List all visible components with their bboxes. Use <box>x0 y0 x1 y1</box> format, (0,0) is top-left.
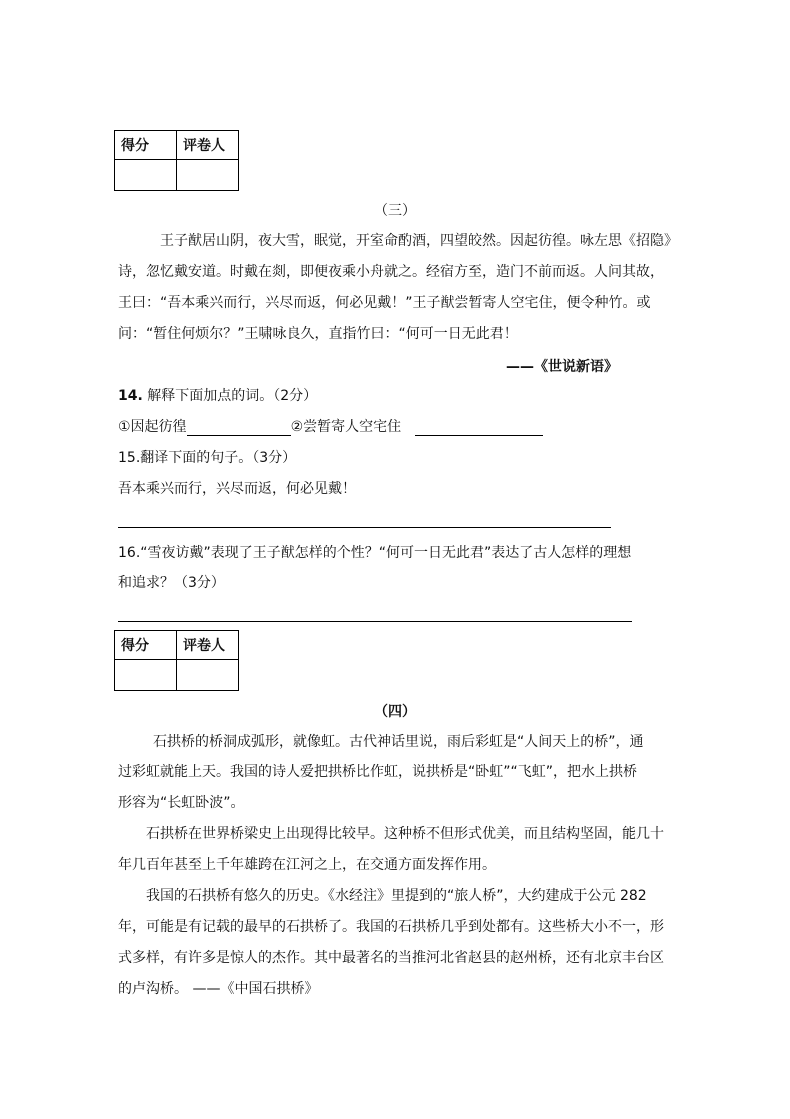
score-label: 得分 <box>115 631 177 660</box>
q14-item-2: ②尝暂寄人空宅住 <box>290 419 402 435</box>
passage-3-line-3: 王曰：“吾本乘兴而行，兴尽而返，何必见戴！”王子猷尝暂寄人空宅住，便令种竹。或 <box>118 295 651 311</box>
grader-input-cell[interactable] <box>177 660 239 691</box>
score-input-cell[interactable] <box>115 660 177 691</box>
passage-3-line-2: 诗，忽忆戴安道。时戴在剡，即便夜乘小舟就之。经宿方至，造门不前而返。人问其故， <box>118 264 664 280</box>
score-label: 得分 <box>115 131 177 160</box>
question-15-sentence: 吾本乘兴而行，兴尽而返，何必见戴！ <box>118 481 356 497</box>
score-table-2 <box>114 630 239 691</box>
score-input-cell[interactable] <box>115 160 177 191</box>
passage-4-line-7: 年，可能是有记载的最早的石拱桥了。我国的石拱桥几乎到处都有。这些桥大小不一，形 <box>118 919 664 935</box>
section-4-title: （四） <box>374 704 416 720</box>
q14-answer-2[interactable] <box>415 421 543 436</box>
q14-item-1: ①因起彷徨 <box>118 419 187 435</box>
score-table-1 <box>114 130 239 191</box>
passage-4-line-8: 式多样，有许多是惊人的杰作。其中最著名的当推河北省赵县的赵州桥，还有北京丰台区 <box>118 950 664 966</box>
passage-4-line-4: 石拱桥在世界桥梁史上出现得比较早。这种桥不但形式优美，而且结构坚固，能几十 <box>146 826 664 842</box>
q14-answer-1[interactable] <box>187 421 291 436</box>
q15-answer-line[interactable] <box>118 527 611 528</box>
grader-label: 评卷人 <box>177 631 239 660</box>
passage-4-line-5: 年几百年甚至上千年雄跨在江河之上，在交通方面发挥作用。 <box>118 857 496 873</box>
question-14-items <box>118 418 543 436</box>
question-14-text: 解释下面加点的词。（2分） <box>147 388 318 404</box>
question-14 <box>118 387 317 405</box>
question-14-number: 14. <box>118 388 143 404</box>
question-15: 15.翻译下面的句子。（3分） <box>118 450 297 466</box>
passage-3-line-1: 王子猷居山阴，夜大雪，眠觉，开室命酌酒，四望皎然。因起彷徨。咏左思《招隐》 <box>160 233 678 249</box>
passage-4-line-6: 我国的石拱桥有悠久的历史。《水经注》里提到的“旅人桥”，大约建成于公元 282 <box>146 888 647 904</box>
section-3-title: （三） <box>374 203 416 219</box>
passage-4-line-1: 石拱桥的桥洞成弧形，就像虹。古代神话里说，雨后彩虹是“人间天上的桥”，通 <box>153 734 644 750</box>
grader-label: 评卷人 <box>177 131 239 160</box>
passage-4-line-3: 形容为“长虹卧波”。 <box>118 795 245 811</box>
question-16-line-2: 和追求？（3分） <box>118 575 225 591</box>
source-citation-3: ——《世说新语》 <box>506 359 618 375</box>
grader-input-cell[interactable] <box>177 160 239 191</box>
q16-answer-line[interactable] <box>118 621 632 622</box>
passage-4-line-2: 过彩虹就能上天。我国的诗人爱把拱桥比作虹，说拱桥是“卧虹”“飞虹”，把水上拱桥 <box>118 764 638 780</box>
question-16-line-1: 16.“雪夜访戴”表现了王子猷怎样的个性？“何可一日无此君”表达了古人怎样的理想 <box>118 545 632 561</box>
passage-4-line-9: 的卢沟桥。 ——《中国石拱桥》 <box>118 981 319 997</box>
passage-3-line-4: 问：“暂住何烦尔？”王啸咏良久，直指竹曰：“何可一日无此君！ <box>118 326 518 342</box>
